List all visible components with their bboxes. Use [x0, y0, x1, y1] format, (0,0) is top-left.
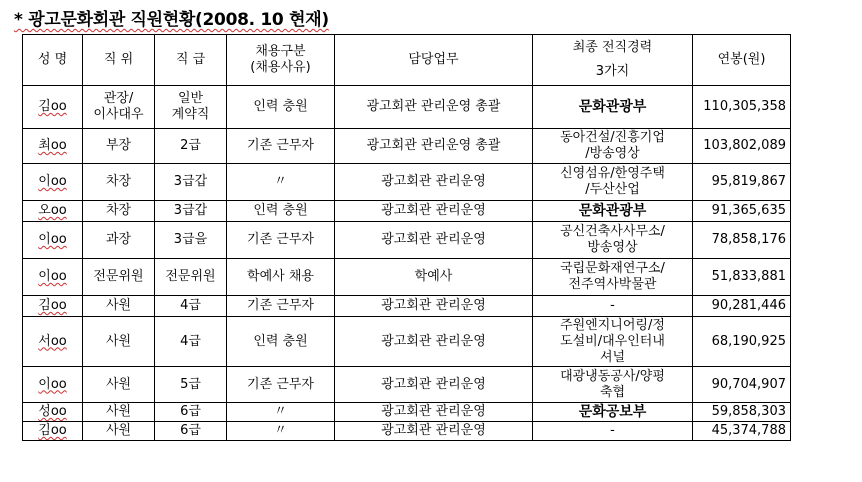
cell-career: - [533, 296, 693, 317]
name-text: 김oo [38, 99, 67, 114]
cell-salary: 90,704,907 [693, 367, 791, 403]
cell-salary: 90,281,446 [693, 296, 791, 317]
header-position: 직 위 [83, 35, 155, 86]
cell-hiring: 〃 [227, 164, 335, 201]
cell-career: 문화관광부 [533, 201, 693, 222]
cell-career: 공신건축사사무소/ 방송영상 [533, 222, 693, 259]
cell-career: 대광냉동공사/양평 축협 [533, 367, 693, 403]
cell-position: 전문위원 [83, 259, 155, 296]
document-title: * 광고문화회관 직원현황(2008. 10 현재) [14, 10, 329, 30]
cell-career: 주원엔지니어링/정 도설비/대우인터내 셔널 [533, 317, 693, 367]
cell-name [23, 222, 83, 259]
cell-grade: 3급갑 [155, 201, 227, 222]
cell-hiring: 학예사 채용 [227, 259, 335, 296]
name-text: 최oo [38, 138, 67, 153]
cell-duty: 광고회관 관리운영 총괄 [335, 86, 533, 129]
cell-grade: 4급 [155, 317, 227, 367]
cell-duty: 광고회관 관리운영 [335, 317, 533, 367]
cell-name [23, 86, 83, 129]
cell-name [23, 164, 83, 201]
header-career [533, 35, 693, 86]
cell-salary: 110,305,358 [693, 86, 791, 129]
cell-duty: 광고회관 관리운영 [335, 422, 533, 441]
cell-name [23, 201, 83, 222]
cell-position: 과장 [83, 222, 155, 259]
header-salary: 연봉(원) [693, 35, 791, 86]
cell-salary: 95,819,867 [693, 164, 791, 201]
cell-name [23, 259, 83, 296]
cell-grade: 4급 [155, 296, 227, 317]
name-text: 이oo [38, 174, 67, 189]
header-career-bottom: 3가지 [595, 64, 630, 79]
header-career-top: 최종 전직경력 [572, 40, 653, 55]
table-row [23, 317, 791, 367]
cell-career: 국립문화재연구소/ 전주역사박물관 [533, 259, 693, 296]
cell-salary: 78,858,176 [693, 222, 791, 259]
staff-table [22, 34, 791, 441]
table-row [23, 422, 791, 441]
table-row [23, 222, 791, 259]
cell-duty: 광고회관 관리운영 [335, 222, 533, 259]
name-text: 이oo [38, 269, 67, 284]
cell-duty: 학예사 [335, 259, 533, 296]
cell-grade: 6급 [155, 422, 227, 441]
table-row [23, 129, 791, 164]
name-text: 서oo [38, 333, 67, 349]
cell-grade: 2급 [155, 129, 227, 164]
cell-grade: 5급 [155, 367, 227, 403]
cell-grade: 3급을 [155, 222, 227, 259]
cell-position: 사원 [83, 296, 155, 317]
cell-salary: 91,365,635 [693, 201, 791, 222]
header-grade: 직 급 [155, 35, 227, 86]
cell-position: 관장/ 이사대우 [83, 86, 155, 129]
cell-duty: 광고회관 관리운영 총괄 [335, 129, 533, 164]
cell-name [23, 317, 83, 367]
cell-duty: 광고회관 관리운영 [335, 296, 533, 317]
cell-position: 부장 [83, 129, 155, 164]
cell-salary: 51,833,881 [693, 259, 791, 296]
name-text: 이oo [38, 376, 67, 392]
cell-name [23, 403, 83, 422]
cell-hiring: 기존 근무자 [227, 222, 335, 259]
name-text: 이oo [38, 232, 67, 247]
cell-position: 사원 [83, 403, 155, 422]
cell-hiring: 인력 충원 [227, 86, 335, 129]
cell-name [23, 129, 83, 164]
cell-grade: 전문위원 [155, 259, 227, 296]
cell-position: 사원 [83, 422, 155, 441]
name-text: 오oo [38, 203, 67, 218]
name-text: 김oo [38, 298, 67, 313]
cell-career: 동아건설/진흥기업 /방송영상 [533, 129, 693, 164]
header-row [23, 35, 791, 86]
name-text: 김oo [38, 423, 67, 438]
cell-career: 문화관광부 [533, 86, 693, 129]
cell-grade: 일반 계약직 [155, 86, 227, 129]
table-body [23, 86, 791, 441]
table-row [23, 164, 791, 201]
header-duty: 담당업무 [335, 35, 533, 86]
cell-position: 사원 [83, 367, 155, 403]
cell-career: 신영섬유/한영주택 /두산산업 [533, 164, 693, 201]
cell-salary: 103,802,089 [693, 129, 791, 164]
cell-grade: 6급 [155, 403, 227, 422]
cell-hiring: 기존 근무자 [227, 367, 335, 403]
cell-salary: 68,190,925 [693, 317, 791, 367]
cell-hiring: 인력 충원 [227, 317, 335, 367]
cell-name [23, 367, 83, 403]
cell-name [23, 422, 83, 441]
cell-grade: 3급갑 [155, 164, 227, 201]
cell-salary: 59,858,303 [693, 403, 791, 422]
cell-hiring: 〃 [227, 403, 335, 422]
cell-duty: 광고회관 관리운영 [335, 367, 533, 403]
header-name: 성 명 [23, 35, 83, 86]
cell-hiring: 기존 근무자 [227, 129, 335, 164]
cell-salary: 45,374,788 [693, 422, 791, 441]
cell-hiring: 인력 충원 [227, 201, 335, 222]
cell-name [23, 296, 83, 317]
cell-position: 차장 [83, 201, 155, 222]
table-row [23, 296, 791, 317]
cell-position: 사원 [83, 317, 155, 367]
table-row [23, 403, 791, 422]
table-row [23, 259, 791, 296]
cell-duty: 광고회관 관리운영 [335, 201, 533, 222]
cell-hiring: 〃 [227, 422, 335, 441]
table-row [23, 201, 791, 222]
cell-duty: 광고회관 관리운영 [335, 164, 533, 201]
table-row [23, 86, 791, 129]
cell-career: - [533, 422, 693, 441]
cell-career: 문화공보부 [533, 403, 693, 422]
name-text: 성oo [38, 404, 67, 419]
cell-position: 차장 [83, 164, 155, 201]
cell-duty: 광고회관 관리운영 [335, 403, 533, 422]
table-row [23, 367, 791, 403]
cell-hiring: 기존 근무자 [227, 296, 335, 317]
header-hiring: 채용구분 (채용사유) [227, 35, 335, 86]
